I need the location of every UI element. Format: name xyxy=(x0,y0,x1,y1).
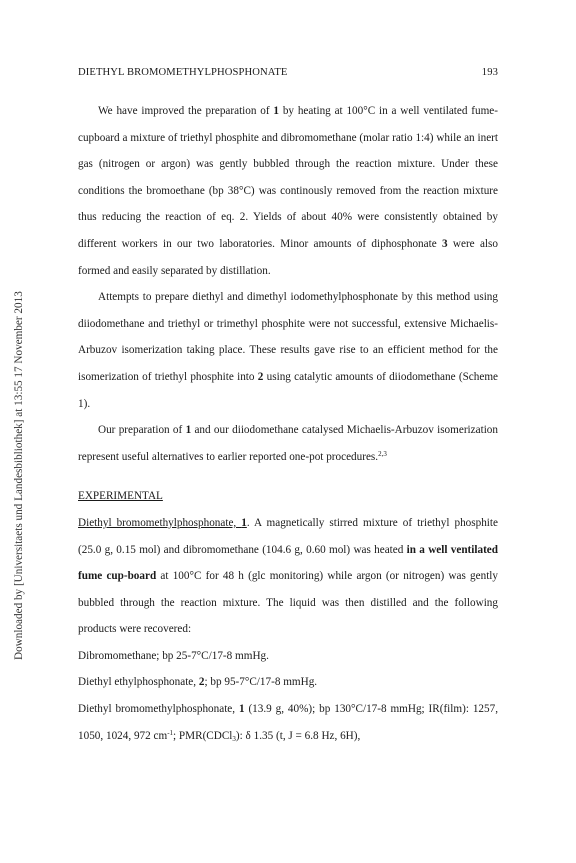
subheading-text: Diethyl bromomethylphosphonate, xyxy=(78,516,242,529)
text-run: . A magnetically stirred mixture of triethyl phosphite (25.0 g, 0.15 mol) and dibromomethane (104.6 g, 0.60 mol) was heated xyxy=(78,516,498,556)
page-number: 193 xyxy=(481,67,498,78)
experimental-subheading xyxy=(78,517,247,529)
emphasis-text: in a well ventilated fume cup-board xyxy=(78,543,498,583)
experimental-heading xyxy=(78,483,498,510)
download-watermark: Downloaded by [Universitaets und Landesbibliothek] at 13:55 17 November 2013 xyxy=(13,291,25,660)
subscript: 3 xyxy=(232,734,236,743)
article-body xyxy=(78,98,498,749)
product-line-dibromomethane: Dibromomethane; bp 25-7°C/17-8 mmHg. xyxy=(78,649,269,662)
paragraph-improved-preparation xyxy=(78,98,498,284)
running-header xyxy=(78,67,498,83)
product-line-ethylphosphonate xyxy=(78,669,498,696)
section-gap xyxy=(78,470,498,483)
compound-ref: 1 xyxy=(238,703,245,716)
text-run: by heating at 100°C in a well ventilated fume-cupboard a mixture of triethyl phosphite and dibromomethane (molar ratio 1:4) while an inert gas (nitrogen or argon) was gently bubbled through the reaction mixture. Under these conditions the bromoethane (bp 38°C) was continously removed from the reaction mixture thus reducing the reaction of eq. 2. Yields of about 40% were consistently obtained by different workers in our two laboratories. Minor amounts of diphosphonate xyxy=(78,105,498,250)
text-run: Attempts to prepare diethyl and dimethyl iodomethylphosphonate by this method using diiodomethane and triethyl or trimethyl phosphite were not successful, extensive Michaelis-Arbuzov isomerization taking place. These results gave rise to an efficient method for the isomerization of triethyl phosphite into xyxy=(78,291,498,383)
text-run: Our preparation of xyxy=(98,424,186,437)
paragraph-conclusion xyxy=(78,417,498,470)
text-run: at 100°C for 48 h (glc monitoring) while argon (or nitrogen) was gently bubbled through the reaction mixture. The liquid was then distilled and the following products were recovered: xyxy=(78,570,498,636)
compound-ref: 2 xyxy=(257,370,264,383)
compound-ref: 1 xyxy=(185,424,192,437)
superscript: -1 xyxy=(167,728,174,737)
text-run: (13.9 g, 40%); bp 130°C/17-8 mmHg; IR(film): 1257, 1050, 1024, 972 cm xyxy=(78,703,498,742)
compound-ref: 2 xyxy=(198,676,205,689)
text-run: ; bp 95-7°C/17-8 mmHg. xyxy=(204,676,318,689)
text-run: Diethyl bromomethylphosphonate, xyxy=(78,703,239,716)
text-run: ): δ 1.35 (t, J = 6.8 Hz, 6H), xyxy=(235,729,361,742)
text-run: using catalytic amounts of diiodomethane (Scheme 1). xyxy=(78,370,498,410)
running-title: DIETHYL BROMOMETHYLPHOSPHONATE xyxy=(78,67,288,78)
section-heading: EXPERIMENTAL xyxy=(78,490,163,503)
compound-ref: 1 xyxy=(241,516,247,529)
text-run: We have improved the preparation of xyxy=(98,105,274,117)
compound-ref: 1 xyxy=(273,105,280,117)
text-run: were also formed and easily separated by distillation. xyxy=(78,237,498,277)
compound-ref: 3 xyxy=(442,237,448,250)
product-line-bromomethylphosphonate xyxy=(78,696,498,749)
text-run: Diethyl ethylphosphonate, xyxy=(78,676,199,689)
text-run: and our diiodomethane catalysed Michaelis-Arbuzov isomerization represent useful alternatives to earlier reported one-pot procedures. xyxy=(78,424,498,463)
citation-ref: 2,3 xyxy=(378,449,387,458)
paragraph-experimental xyxy=(78,510,498,643)
paragraph-attempts xyxy=(78,284,498,417)
text-run: ; PMR(CDCl xyxy=(173,729,233,742)
